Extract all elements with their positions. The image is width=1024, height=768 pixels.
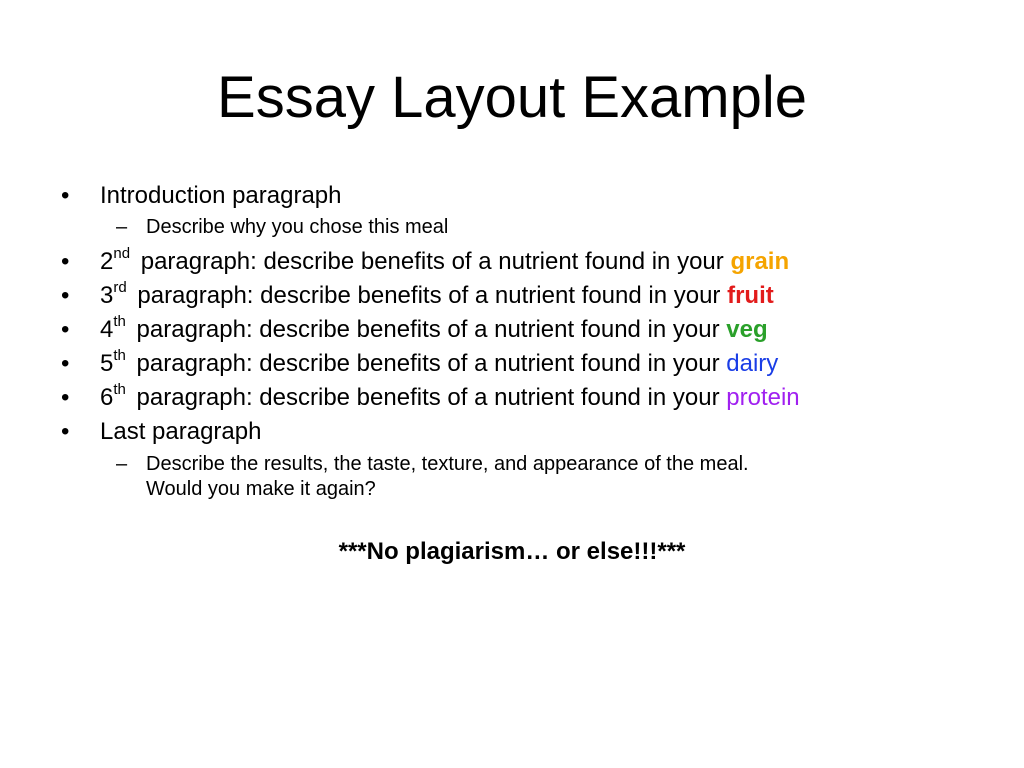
bullet-text bbox=[100, 315, 768, 345]
ordinal-suffix: th bbox=[113, 313, 126, 330]
bullet-marker: • bbox=[61, 248, 70, 275]
keyword-protein: protein bbox=[726, 384, 800, 411]
dash-marker: – bbox=[116, 453, 128, 475]
keyword-fruit: fruit bbox=[727, 282, 774, 309]
bullet-text bbox=[100, 281, 774, 311]
ordinal-suffix: rd bbox=[113, 279, 127, 296]
bullet-body: paragraph: describe benefits of a nutrient found in your bbox=[130, 282, 728, 309]
bullet-text bbox=[100, 383, 800, 413]
slide-title: Essay Layout Example bbox=[217, 65, 807, 130]
keyword-veg: veg bbox=[726, 316, 768, 343]
ordinal-suffix: nd bbox=[113, 245, 131, 262]
keyword-dairy: dairy bbox=[726, 350, 779, 377]
sub-bullet-text: Describe why you chose this meal bbox=[146, 216, 449, 238]
bullet-text: Last paragraph bbox=[100, 418, 262, 445]
sub-bullet-text: Describe the results, the taste, texture, and appearance of the meal. bbox=[146, 453, 749, 475]
bullet-text bbox=[100, 247, 789, 277]
dash-marker: – bbox=[116, 216, 128, 238]
bullet-body: paragraph: describe benefits of a nutrient found in your bbox=[129, 350, 727, 377]
bullet-marker: • bbox=[61, 384, 70, 411]
bullet-text: Introduction paragraph bbox=[100, 182, 342, 209]
ordinal-number: 2 bbox=[100, 248, 114, 275]
ordinal-number: 5 bbox=[100, 350, 114, 377]
bullet-body: paragraph: describe benefits of a nutrient found in your bbox=[129, 316, 727, 343]
bullet-body: paragraph: describe benefits of a nutrient found in your bbox=[134, 248, 731, 275]
bullet-marker: • bbox=[61, 282, 70, 309]
bullet-marker: • bbox=[61, 316, 70, 343]
bullet-marker: • bbox=[61, 350, 70, 377]
keyword-grain: grain bbox=[730, 248, 790, 275]
ordinal-number: 6 bbox=[100, 384, 114, 411]
plagiarism-warning: ***No plagiarism… or else!!!*** bbox=[338, 538, 686, 565]
bullet-body: paragraph: describe benefits of a nutrient found in your bbox=[129, 384, 727, 411]
ordinal-suffix: th bbox=[113, 347, 126, 364]
ordinal-number: 4 bbox=[100, 316, 114, 343]
bullet-marker: • bbox=[61, 182, 70, 209]
ordinal-suffix: th bbox=[113, 381, 126, 398]
bullet-text bbox=[100, 349, 778, 379]
sub-bullet-text: Would you make it again? bbox=[146, 478, 376, 500]
ordinal-number: 3 bbox=[100, 282, 114, 309]
bullet-marker: • bbox=[61, 418, 70, 445]
